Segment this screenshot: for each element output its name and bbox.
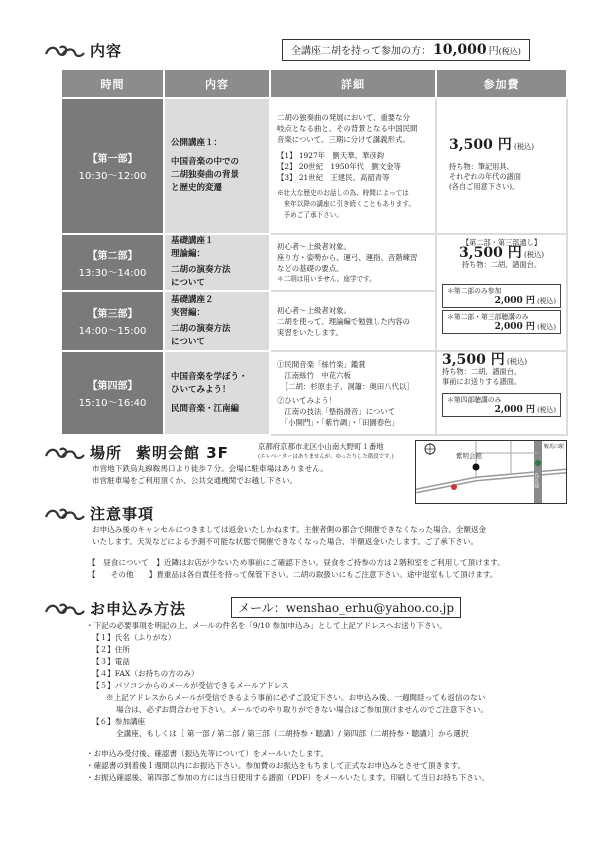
fee-note: 持ち物：二胡、譜面台。 <box>461 260 542 269</box>
detail-line: 音楽について。三期に分けて講義形式。 <box>277 134 410 144</box>
time-cell <box>61 234 164 291</box>
notes-lunch: 【 昼食について 】近隣はお店が少ないため事前にご確認下さい。昼食をご持参の方は２階和室をご利用して頂けます。 <box>88 558 505 567</box>
mini-label: ＊第四部聴講のみ <box>447 396 502 404</box>
time-label: 14:00～15:00 <box>78 326 147 337</box>
section-naiyo-header <box>44 40 122 61</box>
mini-label: ＊第二部・第三部聴講のみ <box>447 313 529 321</box>
time-label: 13:30～14:00 <box>78 267 147 279</box>
content-line: 理論編： <box>171 249 206 259</box>
part-label: 【第一部】 <box>87 154 138 165</box>
section-title: 注意事項 <box>90 505 155 523</box>
fee-tax: (税込) <box>514 142 534 151</box>
part-label: 【第三部】 <box>87 309 138 320</box>
table-row <box>61 234 567 291</box>
content-cell <box>164 291 270 351</box>
detail-line: 江南の技法「墊指滑音」について <box>277 406 396 416</box>
mini-amount: 2,000 円 <box>494 322 535 332</box>
apply-footer-line: ・お申込み受付後、確認書（振込先等について）をメールいたします。 <box>86 749 329 758</box>
apply-item: 【１】氏名（ふりがな） <box>92 633 176 642</box>
fee-cell-part2-3 <box>436 234 567 351</box>
detail-line: 江南絲竹 中花六板 <box>277 370 351 380</box>
part-label: 【第四部】 <box>87 381 138 392</box>
apply-item-note: ※上記アドレスからメールが受信できるよう事前に必ずご設定下さい。お申込み後、一週間経っても返信のない <box>106 693 486 702</box>
content-line: 基礎講座１ <box>171 236 214 246</box>
notes-line: いたします。天災などによる予測不可能な状態で開催できなくなった場合、半額返金いたします。ご了承下さい。 <box>92 537 479 546</box>
map-label-street: 烏丸通 <box>533 473 539 488</box>
section-title: お申込み方法 <box>90 600 187 618</box>
detail-line: などの基礎の要点。 <box>277 263 344 273</box>
content-line: 公開講座１： <box>171 138 223 148</box>
detail-line: 【2】 20世紀 1950年代 劉文金等 <box>277 161 401 171</box>
scroll-ornament-icon <box>44 601 86 617</box>
content-line: 中国音楽の中での <box>171 157 240 167</box>
content-line: 基礎講座２ <box>171 294 214 305</box>
table-header-row <box>61 69 567 98</box>
detail-line: ②ひいてみよう！ <box>277 395 337 405</box>
section-apply-header <box>44 598 186 619</box>
section-venue-header <box>44 442 229 463</box>
fee-note: 持ち物：筆記用具、 <box>449 162 514 171</box>
mini-fee-box <box>442 284 561 308</box>
apply-item: 【３】電話 <box>92 657 130 666</box>
venue-address: 京都府京都市北区小山南大野町１番地 <box>258 442 384 451</box>
apply-intro: ・下記の必要事項を明記の上、メールの件名を「9/10 参加申込み」として上記アドレスへお送り下さい。 <box>86 621 447 630</box>
fee-note: 持ち物：二胡、譜面台、 <box>442 367 522 376</box>
time-label: 15:10～16:40 <box>78 398 147 409</box>
detail-line: 座り方・姿勢から、運弓、運指、音階練習 <box>277 252 418 262</box>
content-line: 中国音楽を学ぼう・ <box>171 371 248 382</box>
detail-line: 初心者～上級者対象。 <box>277 305 351 315</box>
fee-tax: (税込) <box>524 250 544 259</box>
map-graphic <box>416 441 566 503</box>
content-line: について <box>171 278 205 288</box>
fee-note: それぞれの年代の譜面 <box>449 172 521 181</box>
schedule-table <box>60 68 568 436</box>
scroll-ornament-icon <box>44 506 86 522</box>
detail-cell <box>270 351 436 435</box>
detail-note: ※壮大な歴史のお話しの為、時間によっては <box>277 188 409 197</box>
mini-tax: (税込) <box>537 297 556 305</box>
email-address-box[interactable]: メール：wenshao_erhu@yahoo.co.jp <box>231 597 461 618</box>
mini-tax: (税込) <box>537 323 556 331</box>
notes-other: 【 その他 】貴重品は各自責任を持って保管下さい。二胡の取扱いにもご注意下さい。途中退室もして頂けます。 <box>88 570 498 579</box>
detail-line: 二胡を使って、理論編で勉強した内容の <box>277 316 410 326</box>
detail-line: 二胡の独奏曲の発展において、重要な分 <box>277 112 410 122</box>
mini-label: ＊第二部のみ参加 <box>447 287 502 295</box>
apply-item: 【６】参加講座 <box>92 717 146 726</box>
map-label-station: 鞍馬口駅 <box>544 444 565 450</box>
content-line: 二胡独奏曲の背景 <box>171 170 240 180</box>
detail-line: 【1】 1927年 劉天華、華彦鈞 <box>277 150 385 160</box>
venue-access <box>92 463 328 487</box>
fee-cell <box>436 351 567 435</box>
apply-footer-line: ・お振込確認後、第四部ご参加の方には当日使用する譜面（PDF）をメールいたします。印刷して当日お持ち下さい。 <box>86 773 489 782</box>
notes-extra <box>88 557 574 581</box>
detail-line: ［二胡：杉原圭子、洞簫：奥田八代以］ <box>277 381 414 391</box>
detail-note: 来年以降の講座に引き続くこともあります。 <box>277 199 415 208</box>
apply-item-detail: 全講座、もしくは［ 第一部 / 第二部 / 第三部（二胡持参・聴講）/ 第四部（二胡持参・聴講）］から選択 <box>116 729 469 738</box>
section-title: 場所 <box>90 444 123 462</box>
fee-amount: 3,500 円 <box>449 137 512 153</box>
fee-amount: 3,500 円 <box>459 245 522 261</box>
apply-item: 【２】住所 <box>92 645 130 654</box>
detail-line: 初心者～上級者対象。 <box>277 241 351 251</box>
apply-item-note: 場合は、必ずお問合わせ下さい。メールでのやり取りができない場合はご参加頂けませんのでご注意下さい。 <box>116 705 488 714</box>
fee-amount: 3,500 円 <box>442 352 505 368</box>
table-row <box>61 351 567 435</box>
header-fee: 参加費 <box>436 69 567 98</box>
detail-line: 「小開門」・「紫竹調」・「田園春色」 <box>277 417 399 427</box>
venue-map <box>415 440 567 504</box>
content-cell <box>164 98 270 234</box>
detail-line: 岐点となる曲と、その背景となる中国民間 <box>277 123 418 133</box>
fee-note: 事前にお送りする譜面。 <box>442 377 522 386</box>
apply-body <box>86 620 576 784</box>
mini-amount: 2,000 円 <box>494 405 535 415</box>
detail-cell <box>270 234 436 291</box>
venue-name: 紫明会館 3F <box>136 444 229 462</box>
notes-body <box>92 524 572 548</box>
header-content: 内容 <box>164 69 270 98</box>
fee-tax: (税込) <box>498 47 521 56</box>
table-row <box>61 98 567 234</box>
mini-fee-box <box>442 310 561 334</box>
time-cell <box>61 291 164 351</box>
apply-item: 【４】FAX（お持ちの方のみ） <box>92 669 199 678</box>
content-line: ひいてみよう！ <box>171 384 231 395</box>
scroll-ornament-icon <box>44 43 86 59</box>
map-label-venue: 紫明会館 <box>456 452 482 460</box>
time-label: 10:30～12:00 <box>78 171 147 182</box>
venue-address-note: (エレベーターはありませんが、ゆったりした階段です。) <box>258 454 394 460</box>
apply-footer-line: ・確認書の到着後１週間以内にお振込下さい。参加費のお振込をもちまして正式なお申込みとさせて頂きます。 <box>86 761 466 770</box>
access-line: 市営地下鉄烏丸線鞍馬口より徒歩７分。会場に駐車場はありません。 <box>92 464 328 473</box>
content-line: 実習編： <box>171 307 206 318</box>
venue-address-block <box>258 441 408 460</box>
detail-line: 実習をいたします。 <box>277 327 343 337</box>
detail-line: 【3】 21世紀 王建民、高韶青等 <box>277 172 390 182</box>
detail-note: ＊二胡は用いません。座学です。 <box>277 274 376 283</box>
detail-cell <box>270 291 436 351</box>
fee-heading: 【第二部・第三部通し】 <box>461 238 542 247</box>
access-line: 市営駐車場をご利用頂くか、公共交通機関でお越し下さい。 <box>92 476 298 485</box>
detail-cell <box>270 98 436 234</box>
all-course-fee-box <box>282 39 530 61</box>
mini-fee-box <box>442 393 561 417</box>
apply-item: 【５】パソコンからのメールが受信できるメールアドレス <box>92 681 289 690</box>
mini-amount: 2,000 円 <box>494 296 535 306</box>
content-cell <box>164 351 270 435</box>
content-line: 民間音楽・江南編 <box>171 403 240 414</box>
content-line: と歴史的変遷 <box>171 183 223 193</box>
fee-label: 全講座二胡を持って参加の方： <box>291 46 431 57</box>
fee-unit: 円 <box>488 46 499 57</box>
fee-note: (各自ご用意下さい)。 <box>449 182 520 191</box>
section-title: 内容 <box>90 42 123 60</box>
detail-note: 予めご了承下さい。 <box>277 210 343 219</box>
detail-line: ①民間音楽「絲竹楽」鑑賞 <box>277 359 366 369</box>
fee-tax: (税込) <box>507 357 527 366</box>
part-label: 【第二部】 <box>87 250 138 262</box>
scroll-ornament-icon <box>44 445 86 461</box>
content-line: について <box>171 336 205 347</box>
fee-amount: 10,000 <box>433 42 487 58</box>
time-cell <box>61 98 164 234</box>
notes-line: お申込み後のキャンセルにつきましては返金いたしかねます。主催者側の都合で開催できなくなった場合、全額返金 <box>92 525 487 534</box>
content-cell <box>164 234 270 291</box>
content-line: 二胡の演奏方法 <box>171 323 231 334</box>
section-notes-header <box>44 503 154 524</box>
content-line: 二胡の演奏方法 <box>171 265 231 275</box>
header-detail: 詳細 <box>270 69 436 98</box>
header-time: 時間 <box>61 69 164 98</box>
mini-tax: (税込) <box>537 406 556 414</box>
fee-cell <box>436 98 567 234</box>
time-cell <box>61 351 164 435</box>
